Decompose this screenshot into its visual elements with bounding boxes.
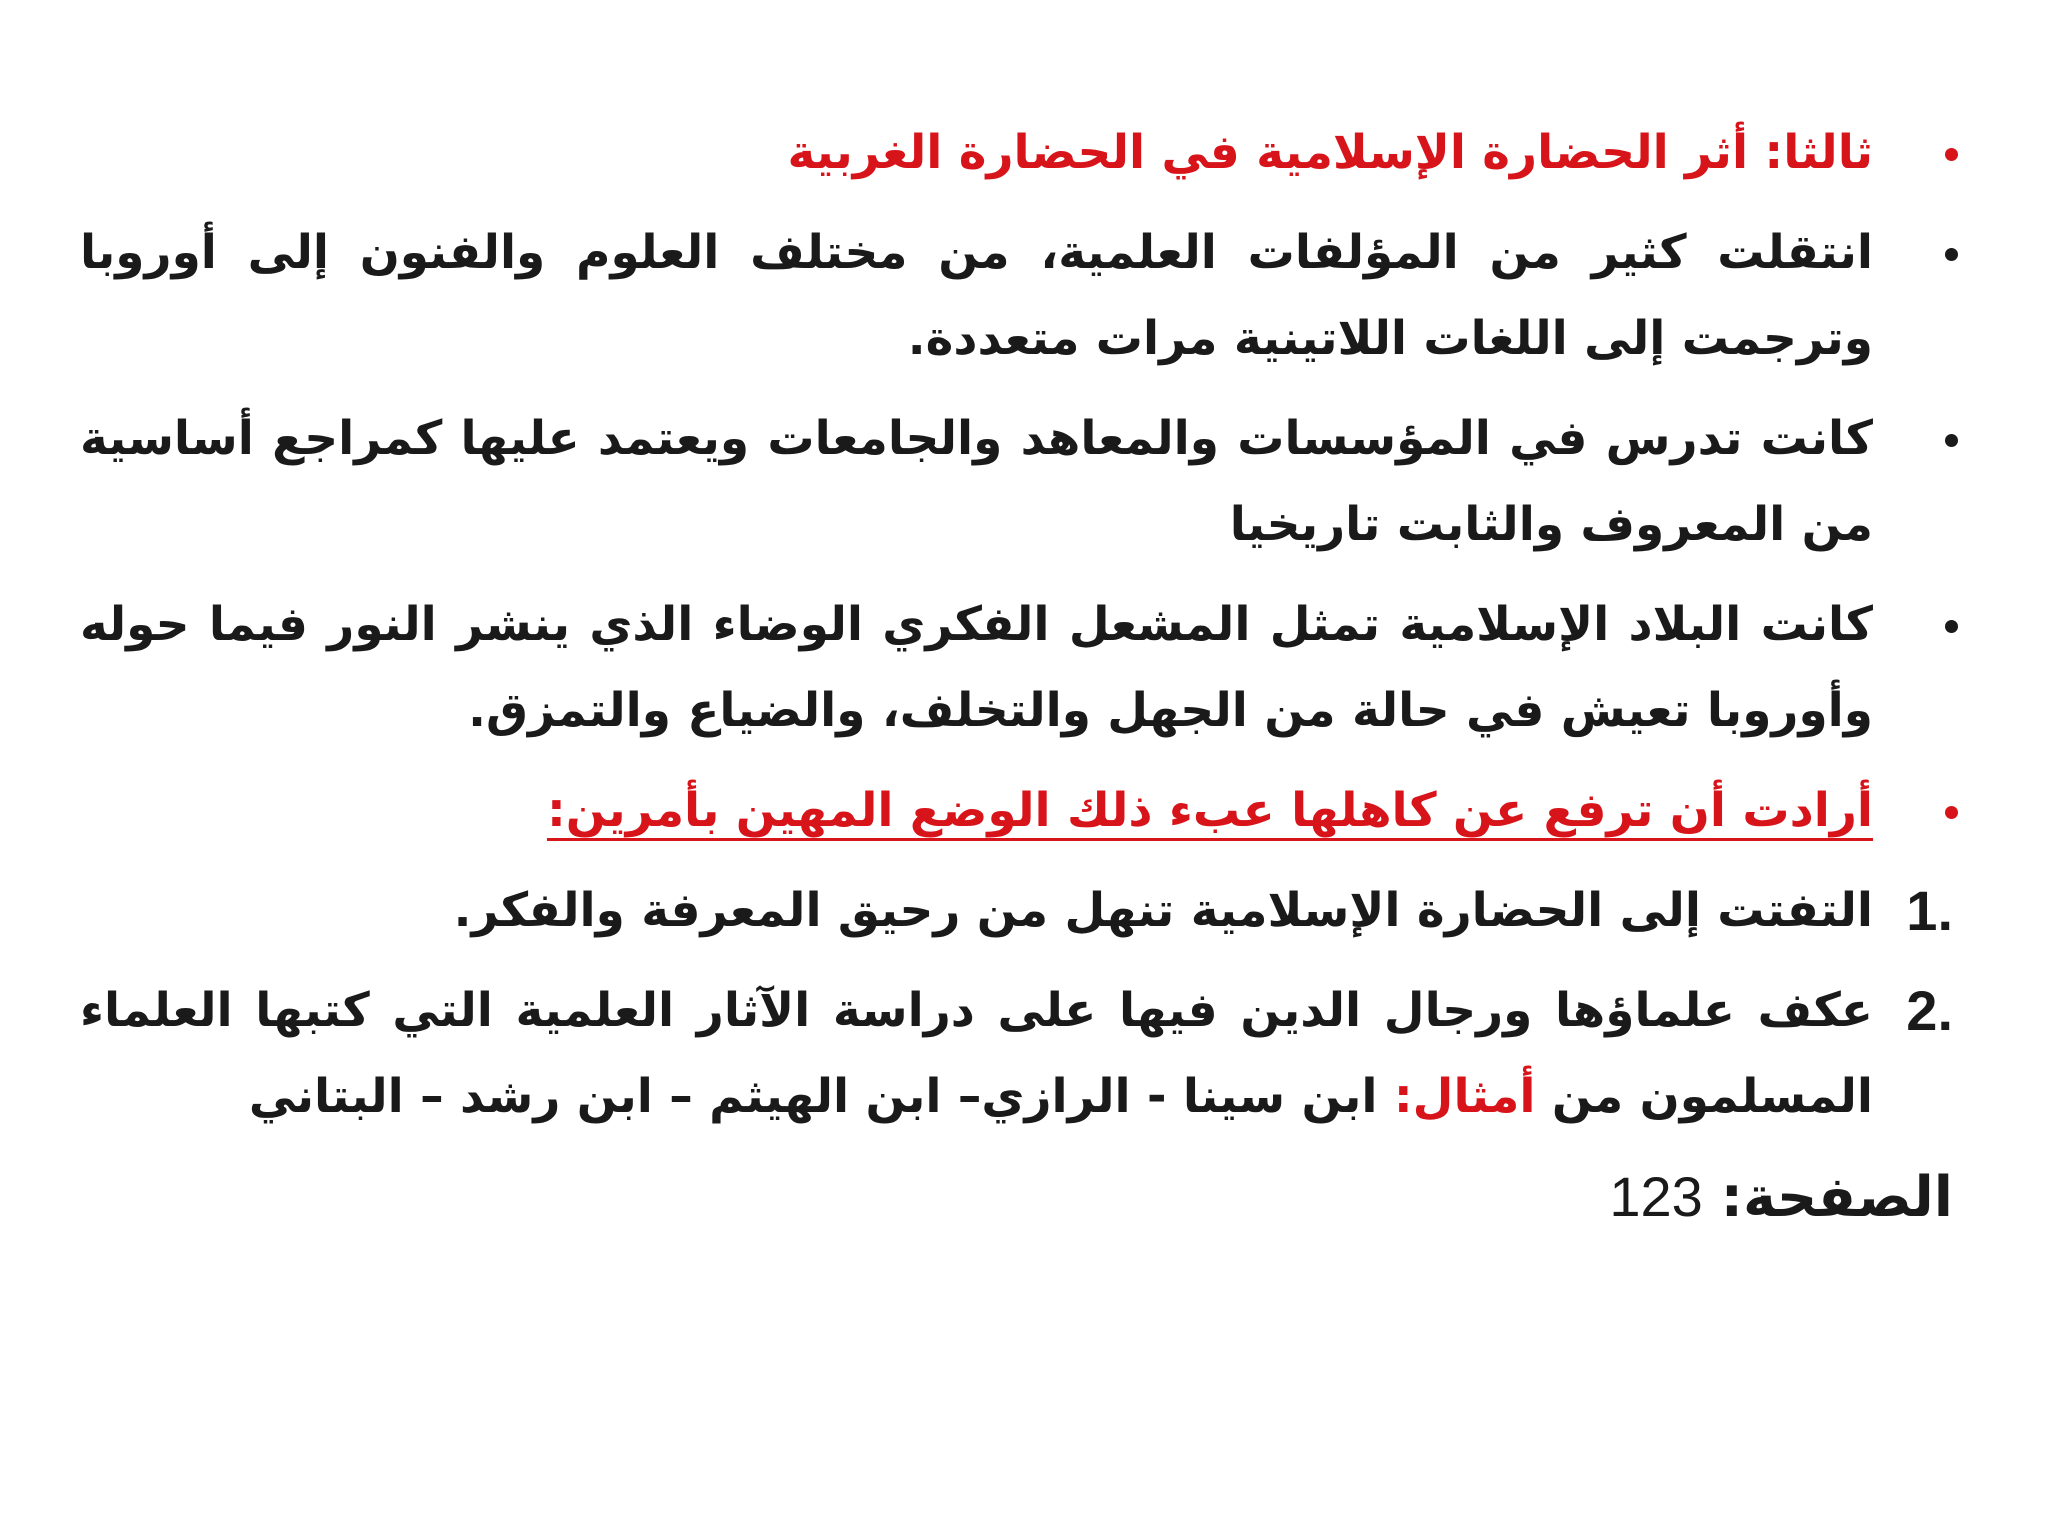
bullet-text: كانت تدرس في المؤسسات والمعاهد والجامعات ويعتمد عليها كمراجع أساسية من المعروف والثابت تاريخيا [80, 411, 1873, 552]
bullet-text: كانت البلاد الإسلامية تمثل المشعل الفكري الوضاء الذي ينشر النور فيما حوله وأوروبا تعيش في حالة من الجهل والتخلف، والضياع والتمزق. [80, 597, 1873, 738]
bullet-item [80, 210, 1873, 382]
numbered-item [80, 968, 1953, 1140]
page-reference [80, 1154, 1953, 1241]
section-heading: ثالثا: أثر الحضارة الإسلامية في الحضارة الغربية [787, 125, 1873, 180]
bullet-item [80, 582, 1873, 754]
page-number: 123 [1609, 1165, 1703, 1228]
numbered-text: التفتت إلى الحضارة الإسلامية تنهل من رحيق المعرفة والفكر. [453, 883, 1873, 938]
bullet-icon [1945, 248, 1958, 261]
numbered-text-part: عكف علماؤها ورجال الدين فيها على دراسة الآثار العلمية التي كتبها العلماء المسلمون من [80, 983, 1873, 1124]
bullet-icon [1945, 434, 1958, 447]
slide-content [80, 110, 1953, 1241]
numbered-text-red: أمثال: [1393, 1069, 1536, 1124]
numbered-text [80, 968, 1873, 1140]
highlight-text-wrap [80, 768, 1873, 854]
numbered-item [80, 868, 1953, 954]
bullet-text: انتقلت كثير من المؤلفات العلمية، من مختلف العلوم والفنون إلى أوروبا وترجمت إلى اللغات اللاتينية مرات متعددة. [80, 225, 1873, 366]
bullet-icon [1945, 148, 1958, 161]
heading-bullet [80, 110, 1873, 196]
page-label: الصفحة: [1720, 1165, 1953, 1230]
bullet-icon [1945, 620, 1958, 633]
highlight-bullet [80, 768, 1873, 854]
item-number: 2. [1906, 979, 1953, 1042]
highlight-text: أرادت أن ترفع عن كاهلها عبء ذلك الوضع المهين بأمرين: [546, 783, 1873, 838]
bullet-icon [1945, 806, 1958, 819]
bullet-item [80, 396, 1873, 568]
numbered-text-part: ابن سينا - الرازي– ابن الهيثم – ابن رشد – البتاني [248, 1069, 1394, 1124]
item-number: 1. [1906, 879, 1953, 942]
